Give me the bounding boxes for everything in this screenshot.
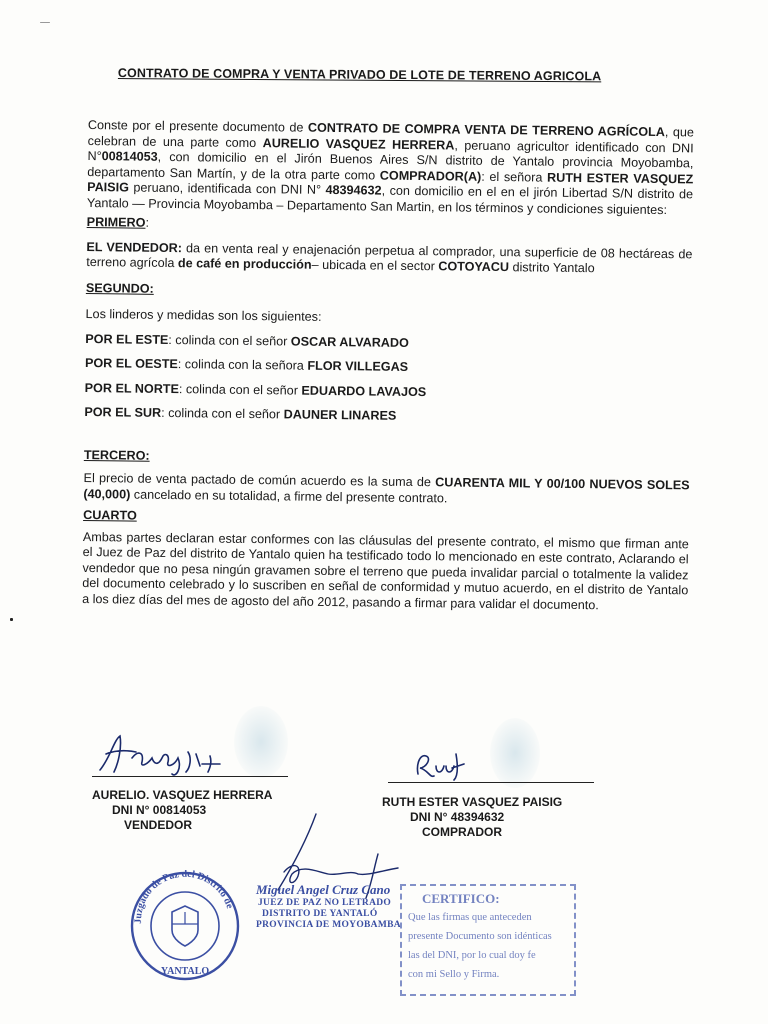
- seller-signature-line: [92, 776, 288, 777]
- tercero-text: El precio de venta pactado de común acuerdo es la suma de: [83, 470, 436, 490]
- seller-sign-dni: DNI N° 00814053: [112, 803, 207, 817]
- cert-line: Que las firmas que anteceden: [408, 912, 532, 923]
- primero-text: da en venta real y enajenación perpetua al comprador, una superficie de 08 hectáreas de terreno agrícola: [86, 240, 693, 271]
- buyer-signature: [412, 744, 472, 784]
- seller-signature: [92, 728, 262, 780]
- document-body: [82, 118, 694, 614]
- buyer-sign-role: COMPRADOR: [422, 825, 502, 839]
- boundary-direction: POR EL ESTE: [85, 331, 169, 347]
- section-heading: TERCERO:: [83, 447, 150, 463]
- buyer-dni: 48394632: [325, 182, 382, 198]
- intro-text: Conste por el presente documento de: [87, 118, 308, 135]
- intro-text: , con domicilio en el en el jirón Libertad S/N distrito de Yantalo — Provincia Moyobamba – Departamento San Martin, en los términos y condiciones siguientes:: [86, 183, 694, 217]
- boundaries-intro: Los linderos y medidas son los siguientes:: [85, 306, 322, 324]
- seal-outer-text: Juzgado de Paz del Distrito de: [132, 870, 236, 924]
- intro-text: , peruano agricultor identificado con DNI N°: [87, 137, 694, 164]
- sector-name: COTOYACU: [438, 259, 510, 275]
- scan-mark: [40, 22, 50, 23]
- boundary-line: [85, 380, 691, 403]
- buyer-sign-dni: DNI N° 48394632: [410, 810, 505, 824]
- intro-paragraph: [87, 118, 694, 218]
- boundary-neighbor: DAUNER LINARES: [283, 407, 397, 423]
- certification-stamp: [400, 884, 576, 996]
- seller-sign-role: VENDEDOR: [124, 818, 193, 832]
- judge-name: Miguel Angel Cruz Cano: [256, 882, 391, 897]
- boundary-neighbor: FLOR VILLEGAS: [307, 358, 409, 374]
- crop-description: de café en producción: [177, 256, 312, 272]
- seller-name: AURELIO VASQUEZ HERRERA: [262, 135, 455, 152]
- buyer-signature-line: [388, 782, 594, 783]
- buyer-role: COMPRADOR(A): [379, 168, 482, 184]
- judge-province: PROVINCIA DE MOYOBAMBA: [256, 920, 401, 930]
- intro-text: , con domicilio en el Jirón Buenos Aires S/N distrito de Yantalo provincia Moyobamba, departamento San Martín, y de la otra parte como: [87, 149, 694, 183]
- cert-line: presente Documento son idénticas: [408, 931, 552, 942]
- boundary-direction: POR EL SUR: [84, 404, 162, 420]
- cert-line: las del DNI, por lo cual doy fe: [408, 950, 536, 961]
- tercero-text: cancelado en su totalidad, a firme del presente contrato.: [130, 487, 448, 505]
- intro-text: peruano, identificada con DNI N°: [128, 180, 326, 197]
- boundary-neighbor: EDUARDO LAVAJOS: [301, 383, 427, 399]
- boundary-text: : colinda con la señora: [177, 357, 308, 373]
- section-heading: CUARTO: [83, 507, 137, 523]
- buyer-sign-name: RUTH ESTER VASQUEZ PAISIG: [382, 795, 563, 809]
- boundary-line: [85, 356, 691, 379]
- document-title: CONTRATO DE COMPRA Y VENTA PRIVADO DE LOTE DE TERRENO AGRICOLA: [117, 66, 602, 84]
- primero-text: distrito Yantalo: [508, 260, 595, 276]
- seal-bottom-text: YANTALO: [160, 966, 210, 977]
- fingerprint-mark: [490, 718, 540, 788]
- heading-colon: :: [145, 215, 150, 230]
- court-seal-stamp: [128, 870, 242, 982]
- boundary-text: : colinda con el señor: [168, 332, 291, 348]
- boundary-text: : colinda con el señor: [161, 405, 284, 422]
- sale-price: CUARENTA MIL Y 00/100 NUEVOS SOLES (40,000): [83, 475, 690, 502]
- section-heading: PRIMERO: [86, 214, 146, 230]
- intro-text: , que celebran de una parte como: [87, 125, 694, 150]
- contract-type: CONTRATO DE COMPRA VENTA DE TERRENO AGRÍCOLA: [307, 120, 665, 140]
- primero-text: – ubicada en el sector: [311, 257, 439, 274]
- cert-heading: CERTIFICO:: [422, 891, 500, 906]
- judge-stamp: [256, 882, 404, 931]
- boundary-neighbor: OSCAR ALVARADO: [290, 333, 409, 350]
- cert-line: con mi Sello y Firma.: [408, 969, 500, 980]
- judge-title: JUEZ DE PAZ NO LETRADO: [258, 898, 392, 908]
- seller-dni: 00814053: [101, 149, 158, 164]
- boundary-line: [85, 331, 691, 354]
- seller-sign-name: AURELIO. VASQUEZ HERRERA: [92, 788, 273, 802]
- boundary-direction: POR EL NORTE: [84, 380, 180, 396]
- buyer-name: RUTH ESTER VASQUEZ PAISIG: [87, 170, 694, 195]
- boundary-text: : colinda con el señor: [178, 381, 302, 398]
- intro-text: : el señora: [481, 169, 548, 185]
- seller-label: EL VENDEDOR:: [86, 239, 183, 255]
- boundary-direction: POR EL OESTE: [84, 355, 178, 372]
- section-heading: SEGUNDO:: [85, 280, 154, 296]
- svg-text:Juzgado de Paz del Distrito de: [133, 870, 235, 924]
- seller-block: [92, 788, 272, 833]
- judge-district: DISTRITO DE YANTALÓ: [262, 909, 378, 919]
- scan-mark: [10, 618, 13, 621]
- boundary-line: [84, 405, 690, 428]
- buyer-block: [382, 795, 562, 840]
- cuarto-paragraph: Ambas partes declaran estar conformes con las cláusulas del presente contrato, el mismo que firman ante el Juez de Paz del distrito de Yantalo quien ha testificado todo lo mencionado en este contrato, Aclarando el vendedor que no pesa ningún gravamen sobre el terreno que pueda invalidar parcial o totalmente la validez del documento celebrado y lo suscriben en señal de conformidad y mutuo acuerdo, en el distrito de Yantalo a los diez días del mes de agosto del año 2012, pasando a firmar para validar el documento.: [82, 529, 689, 612]
